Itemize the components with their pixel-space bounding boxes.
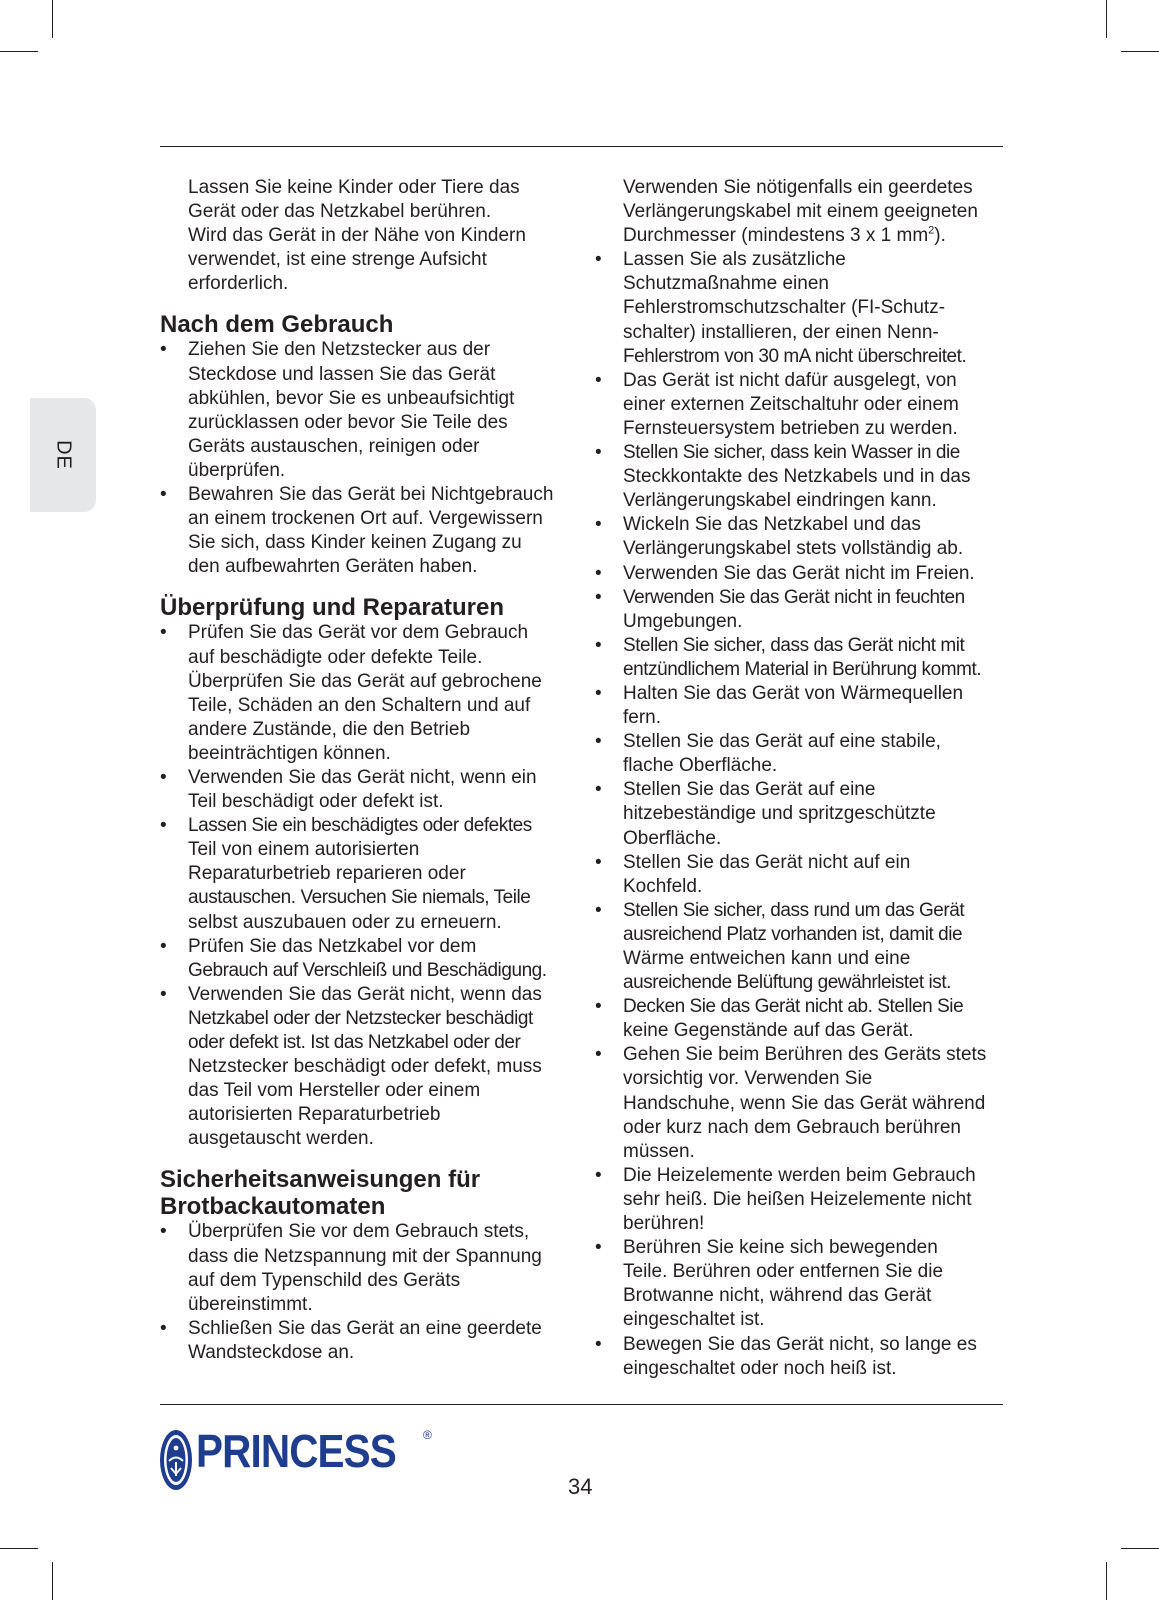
- text-line: Oberfläche.: [623, 827, 722, 849]
- list-item: [595, 369, 1005, 441]
- text-line: [623, 224, 1005, 248]
- heading-line: Nach dem Gebrauch: [160, 311, 394, 339]
- text-line: • Das Gerät ist nicht dafür ausgelegt, von: [623, 369, 957, 391]
- list-item: [595, 1236, 1005, 1332]
- heading-line: Überprüfung und Reparaturen: [160, 594, 505, 622]
- list-item: [160, 621, 570, 766]
- text-line: • Prüfen Sie das Netzkabel vor dem: [188, 935, 477, 957]
- text-line: • Halten Sie das Gerät von Wärmequellen: [623, 682, 964, 704]
- text-line: Netzstecker beschädigt oder defekt, muss: [188, 1056, 542, 1078]
- text-line: erforderlich.: [188, 273, 289, 295]
- registered-mark: ®: [423, 1428, 432, 1442]
- text-line: übereinstimmt.: [188, 1293, 313, 1315]
- crop-mark: [1121, 51, 1159, 52]
- list-item: [595, 1043, 1005, 1163]
- text-line: Teil von einem autorisierten: [188, 839, 420, 861]
- text-line: Umgebungen.: [623, 610, 743, 632]
- text-line: Wärme entweichen kann und eine: [623, 948, 911, 969]
- list-item: [160, 983, 570, 1152]
- text-line: • Bewahren Sie das Gerät bei Nichtgebrauch: [188, 484, 554, 506]
- crop-mark: [1106, 1562, 1107, 1600]
- text-line: ausgetauscht werden.: [188, 1128, 374, 1150]
- text-line: abkühlen, bevor Sie es unbeaufsichtigt: [188, 387, 515, 409]
- page-number: 34: [568, 1474, 593, 1499]
- footer-rule: [160, 1404, 1003, 1405]
- text-line: Verlängerungskabel eindringen kann.: [623, 490, 937, 512]
- text-line: • Verwenden Sie das Gerät nicht, wenn das: [188, 983, 542, 1005]
- text-line: Überprüfen Sie das Gerät auf gebrochene: [188, 670, 542, 692]
- text-line: ausreichend Platz vorhanden ist, damit die: [623, 923, 963, 945]
- text-line: beeinträchtigen können.: [188, 742, 391, 764]
- text-line: selbst auszubauen oder zu erneuern.: [188, 911, 502, 933]
- text-line: sehr heiß. Die heißen Heizelemente nicht: [623, 1188, 972, 1210]
- crop-mark: [1106, 0, 1107, 38]
- text-line: müssen.: [623, 1140, 695, 1162]
- text-line: entzündlichem Material in Berührung kommt.: [623, 658, 982, 680]
- superscript: 2: [928, 224, 935, 237]
- text-line: • Lassen Sie als zusätzliche: [623, 249, 846, 271]
- section-heading: [160, 594, 570, 621]
- text-line: eingeschaltet ist.: [623, 1309, 765, 1331]
- text-line: Gerät oder das Netzkabel berühren.: [188, 201, 492, 223]
- text-line: Schutzmaßnahme einen: [623, 273, 829, 295]
- text-line: keine Gegenstände auf das Gerät.: [623, 1020, 914, 1042]
- list-item: [160, 1220, 570, 1316]
- text-line: • Ziehen Sie den Netzstecker aus der: [188, 339, 491, 361]
- princess-emblem-icon: [158, 1428, 194, 1492]
- header-rule: [160, 146, 1003, 147]
- text-line: Teil beschädigt oder defekt ist.: [188, 791, 444, 813]
- list-item: [595, 248, 1005, 368]
- language-label: DE: [52, 440, 75, 470]
- section-heading: [160, 1166, 570, 1220]
- text-line: verwendet, ist eine strenge Aufsicht: [188, 249, 487, 271]
- intro-paragraph: [160, 176, 570, 296]
- brand-wordmark: PRINCESS: [196, 1425, 396, 1477]
- text-line: • Lassen Sie ein beschädigtes oder defektes: [188, 815, 532, 837]
- heading-line: Brotbackautomaten: [160, 1193, 386, 1221]
- text-line: Fehlerstrom von 30 mA nicht überschreitet.: [623, 345, 967, 367]
- text-line: • Stellen Sie das Gerät auf eine stabile,: [623, 731, 941, 753]
- text-line: • Die Heizelemente werden beim Gebrauch: [623, 1164, 976, 1186]
- text-line: Wandsteckdose an.: [188, 1341, 355, 1363]
- text-line: • Stellen Sie das Gerät auf eine: [623, 779, 876, 801]
- text-line: Brotwanne nicht, während das Gerät: [623, 1285, 932, 1307]
- text-line: austauschen. Versuchen Sie niemals, Teile: [188, 887, 531, 909]
- bullet-list: [160, 1220, 570, 1365]
- text-line: flache Oberfläche.: [623, 755, 778, 777]
- text-line: • Prüfen Sie das Gerät vor dem Gebrauch: [188, 622, 529, 644]
- crop-mark: [0, 51, 38, 52]
- text-line: Fehlerstromschutzschalter (FI-Schutz-: [623, 297, 946, 319]
- text-line: Verlängerungskabel mit einem geeigneten: [623, 201, 978, 223]
- text-line: • Stellen Sie sicher, dass rund um das Gerät: [623, 899, 965, 921]
- text-line: • Verwenden Sie das Gerät nicht in feuchten: [623, 586, 965, 608]
- text-line: Verlängerungskabel stets vollständig ab.: [623, 538, 964, 560]
- text-line: • Wickeln Sie das Netzkabel und das: [623, 514, 921, 536]
- list-item: [595, 441, 1005, 513]
- text-line: Steckdose und lassen Sie das Gerät: [188, 363, 496, 385]
- text-line: • Bewegen Sie das Gerät nicht, so lange es: [623, 1333, 977, 1355]
- list-item: [595, 682, 1005, 730]
- text-fragment: ).: [934, 225, 946, 247]
- text-line: Kochfeld.: [623, 875, 703, 897]
- text-line: fern.: [623, 707, 662, 729]
- crop-mark: [52, 1562, 53, 1600]
- list-item: [160, 935, 570, 983]
- text-line: Steckkontakte des Netzkabels und in das: [623, 466, 971, 488]
- text-line: Teile. Berühren oder entfernen Sie die: [623, 1261, 944, 1283]
- list-item: [595, 1164, 1005, 1236]
- text-line: hitzebeständige und spritzgeschützte: [623, 803, 936, 825]
- bullet-list: [595, 248, 1005, 1380]
- bullet-list: [160, 338, 570, 579]
- right-column: [595, 176, 1005, 1381]
- list-item: [595, 562, 1005, 586]
- language-tab: [30, 398, 96, 512]
- text-line: • Verwenden Sie das Gerät nicht im Freien.: [623, 562, 975, 584]
- list-item: [160, 1317, 570, 1365]
- text-line: das Teil vom Hersteller oder einem: [188, 1080, 481, 1102]
- list-item: [160, 814, 570, 934]
- list-item: [595, 851, 1005, 899]
- bullet-list: [160, 621, 570, 1151]
- list-item: [160, 338, 570, 483]
- text-line: Sie sich, dass Kinder keinen Zugang zu: [188, 532, 522, 554]
- text-line: • Verwenden Sie das Gerät nicht, wenn ein: [188, 766, 537, 788]
- text-line: ausreichende Belüftung gewährleistet ist.: [623, 972, 951, 994]
- text-line: schalter) installieren, der einen Nenn-: [623, 321, 939, 343]
- text-line: Gebrauch auf Verschleiß und Beschädigung.: [188, 959, 547, 981]
- list-item: [595, 634, 1005, 682]
- text-line: andere Zustände, die den Betrieb: [188, 718, 471, 740]
- text-line: Fernsteuersystem betrieben zu werden.: [623, 417, 958, 439]
- text-line: Netzkabel oder der Netzstecker beschädigt: [188, 1007, 533, 1029]
- text-line: • Überprüfen Sie vor dem Gebrauch stets,: [188, 1221, 530, 1243]
- text-line: autorisierten Reparaturbetrieb: [188, 1104, 441, 1126]
- intro-paragraph: [595, 176, 1005, 248]
- list-item: [595, 995, 1005, 1043]
- text-line: Teile, Schäden an den Schaltern und auf: [188, 694, 531, 716]
- text-line: Lassen Sie keine Kinder oder Tiere das: [188, 177, 520, 198]
- text-line: Geräts austauschen, reinigen oder: [188, 435, 480, 457]
- text-line: an einem trockenen Ort auf. Vergewissern: [188, 508, 543, 530]
- text-line: Reparaturbetrieb reparieren oder: [188, 863, 466, 885]
- list-item: [595, 778, 1005, 850]
- text-line: • Stellen Sie sicher, dass das Gerät nicht mit: [623, 634, 965, 656]
- text-line: • Stellen Sie das Gerät nicht auf ein: [623, 851, 911, 873]
- text-line: auf beschädigte oder defekte Teile.: [188, 646, 483, 668]
- list-item: [595, 1333, 1005, 1381]
- text-line: • Gehen Sie beim Berühren des Geräts stets: [623, 1044, 987, 1066]
- text-line: einer externen Zeitschaltuhr oder einem: [623, 393, 959, 415]
- text-line: Wird das Gerät in der Nähe von Kindern: [188, 225, 526, 247]
- text-line: • Berühren Sie keine sich bewegenden: [623, 1237, 938, 1259]
- list-item: [595, 513, 1005, 561]
- text-line: eingeschaltet oder noch heiß ist.: [623, 1357, 897, 1379]
- text-line: den aufbewahrten Geräten haben.: [188, 556, 478, 578]
- text-fragment: Durchmesser (mindestens 3 x 1 mm: [623, 225, 929, 247]
- crop-mark: [1121, 1548, 1159, 1549]
- text-line: dass die Netzspannung mit der Spannung: [188, 1245, 542, 1267]
- text-line: • Stellen Sie sicher, dass kein Wasser in die: [623, 442, 960, 464]
- list-item: [595, 899, 1005, 995]
- text-line: • Decken Sie das Gerät nicht ab. Stellen Sie: [623, 996, 964, 1018]
- heading-line: Sicherheitsanweisungen für: [160, 1166, 481, 1194]
- crop-mark: [52, 0, 53, 38]
- text-line: Handschuhe, wenn Sie das Gerät während: [623, 1092, 986, 1114]
- text-line: überprüfen.: [188, 459, 286, 481]
- list-item: [160, 766, 570, 814]
- left-column: [160, 176, 570, 1365]
- text-line: zurücklassen oder bevor Sie Teile des: [188, 411, 508, 433]
- text-line: oder kurz nach dem Gebrauch berühren: [623, 1116, 961, 1138]
- text-line: auf dem Typenschild des Geräts: [188, 1269, 461, 1291]
- text-line: oder defekt ist. Ist das Netzkabel oder der: [188, 1032, 521, 1053]
- text-line: • Schließen Sie das Gerät an eine geerdete: [188, 1317, 542, 1339]
- text-line: berühren!: [623, 1213, 705, 1235]
- crop-mark: [0, 1548, 38, 1549]
- list-item: [595, 730, 1005, 778]
- list-item: [595, 586, 1005, 634]
- list-item: [160, 483, 570, 579]
- text-line: Verwenden Sie nötigenfalls ein geerdetes: [623, 177, 973, 198]
- section-heading: [160, 311, 570, 338]
- text-line: vorsichtig vor. Verwenden Sie: [623, 1068, 873, 1090]
